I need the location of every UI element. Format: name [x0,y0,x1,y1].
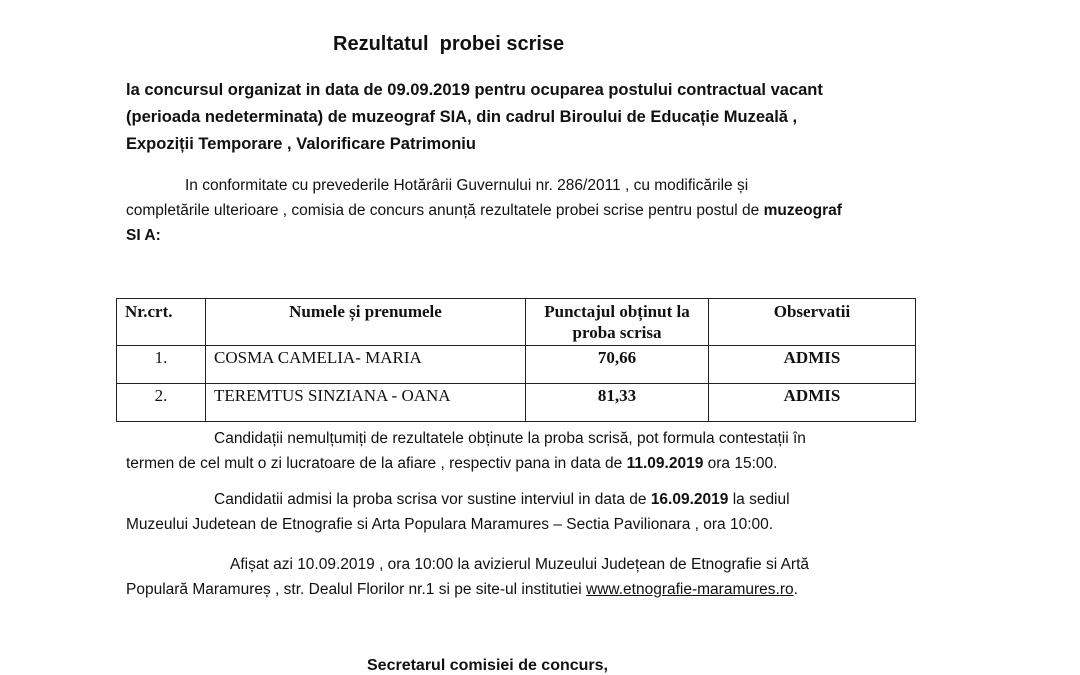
header-nr: Nr.crt. [117,299,206,346]
interview-date: 16.09.2019 [650,491,729,508]
posted-line-2-text: Populară Maramureș , str. Dealul Florilor nr.1 si pe site-ul institutiei [126,581,587,598]
table-row [117,346,916,384]
row-score: 81,33 [526,384,709,422]
contest-line-2-text: termen de cel mult o zi lucratoare de la afiare , respectiv pana in data de [126,455,627,472]
intro-paragraph [126,173,976,248]
row-observation: ADMIS [709,384,916,422]
institution-website-link[interactable]: www.etnografie-maramures.ro [586,581,794,598]
row-name: COSMA CAMELIA- MARIA [206,346,526,384]
contest-deadline-date: 11.09.2019 [626,455,704,472]
header-score: Punctajul obținut la proba scrisa [526,299,709,346]
contest-line-2 [126,451,976,476]
results-table [116,298,916,422]
posted-line-1: Afișat azi 10.09.2019 , ora 10:00 la avizierul Muzeului Județean de Etnografie si Artă [230,556,810,573]
subtitle-line: la concursul organizat in data de 09.09.2019 pentru ocuparea postului contractual vacant [126,81,823,99]
intro-line-2 [126,198,976,223]
posted-paragraph [126,552,976,602]
intro-line-3-colon: : [155,227,161,244]
subtitle-line: Expoziții Temporare , Valorificare Patrimoniu [126,135,476,153]
table-row [117,384,916,422]
intro-line-3 [126,223,976,248]
row-score: 70,66 [526,346,709,384]
row-nr: 1. [117,346,206,384]
interview-line-1-text: Candidatii admisi la proba scrisa vor sustine interviul in data de [214,491,651,508]
posted-line-2 [126,577,976,602]
interview-line-2: Muzeului Judetean de Etnografie si Arta Populara Maramures – Sectia Pavilionara , ora 10:00. [126,516,774,533]
intro-line-1: In conformitate cu prevederile Hotărârii Guvernului nr. 286/2011 , cu modificările și [185,177,749,194]
contest-paragraph [126,426,976,476]
row-observation: ADMIS [709,346,916,384]
document-title: Rezultatul probei scrise [333,33,565,55]
header-observations: Observatii [709,299,916,346]
subtitle-line: (perioada nedeterminata) de muzeograf SIA, din cadrul Biroului de Educație Muzeală , [126,108,798,126]
document-subtitle [126,77,946,158]
signature-label: Secretarul comisiei de concurs, [367,657,608,674]
contest-line-1: Candidații nemulțumiți de rezultatele obținute la proba scrisă, pot formula contestații în [214,430,806,447]
intro-position-code: SI A [126,227,156,244]
interview-line-1 [126,487,976,512]
table-header-row [117,299,916,346]
interview-paragraph [126,487,976,537]
interview-line-1-end: la sediul [728,491,790,508]
posted-line-2-end: . [793,581,798,598]
row-nr: 2. [117,384,206,422]
contest-deadline-time: ora 15:00. [703,455,778,472]
intro-position-name: muzeograf [763,202,842,219]
intro-line-2-text: completările ulterioare , comisia de concurs anunță rezultatele probei scrise pentru postul de [126,202,764,219]
header-name: Numele și prenumele [206,299,526,346]
row-name: TEREMTUS SINZIANA - OANA [206,384,526,422]
